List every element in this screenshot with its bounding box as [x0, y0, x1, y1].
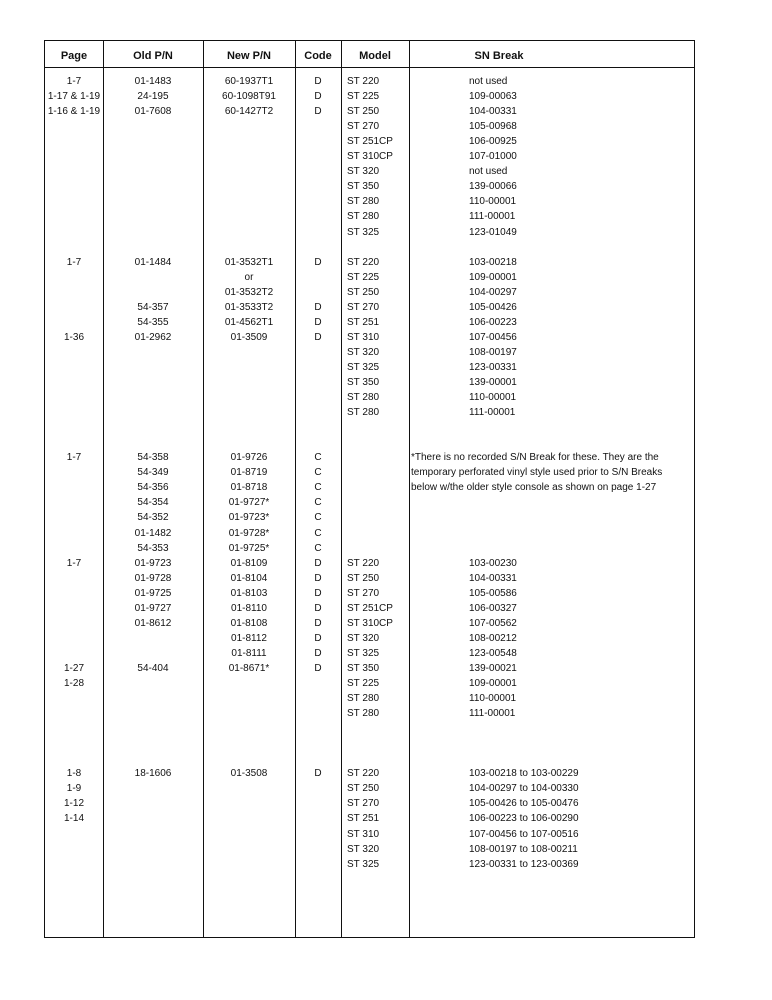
page-cell: 1-36 — [63, 331, 84, 343]
header-old-pn: Old P/N — [133, 50, 173, 62]
code-cell: D — [314, 76, 322, 87]
sn-break-cell: 107-00562 — [469, 617, 517, 629]
code-cell: C — [314, 527, 322, 539]
model-cell: ST 325 — [347, 858, 380, 870]
new-pn-cell: 01-9726 — [230, 452, 268, 464]
header-code: Code — [304, 50, 332, 62]
sn-break-cell: 109-00001 — [469, 678, 517, 689]
code-cell: D — [314, 316, 322, 328]
sn-break-cell: 109-00063 — [469, 91, 517, 103]
model-cell: ST 320 — [347, 346, 380, 358]
model-cell: ST 320 — [347, 843, 380, 855]
page-cell: 1-7 — [66, 76, 82, 87]
code-cell: D — [314, 572, 322, 584]
sn-break-cell: not used — [469, 76, 508, 87]
new-pn-cell: 01-3532T2 — [224, 286, 274, 298]
model-cell: ST 251 — [347, 813, 380, 825]
sn-break-cell: 105-00586 — [469, 587, 517, 599]
model-cell: ST 250 — [347, 106, 380, 118]
code-cell: C — [314, 467, 322, 479]
sn-break-cell: 107-01000 — [469, 151, 517, 163]
model-cell: ST 220 — [347, 557, 380, 569]
header-sn-break: SN Break — [474, 50, 524, 62]
old-pn-cell: 54-357 — [137, 301, 169, 313]
column-divider — [341, 41, 342, 937]
sn-break-cell: 139-00021 — [469, 662, 517, 674]
sn-break-cell: 106-00223 to 106-00290 — [469, 813, 579, 825]
model-cell: ST 220 — [347, 76, 380, 87]
old-pn-cell: 54-404 — [137, 662, 169, 674]
sn-break-cell: 111-00001 — [469, 708, 516, 720]
sn-break-cell: 105-00426 — [469, 301, 517, 313]
code-cell: D — [314, 662, 322, 674]
old-pn-cell: 01-1483 — [134, 76, 172, 87]
new-pn-cell: 01-8111 — [231, 647, 267, 659]
model-cell: ST 251CP — [347, 136, 393, 148]
code-cell: D — [314, 632, 322, 644]
model-cell: ST 280 — [347, 196, 380, 208]
new-pn-cell: 01-9725* — [228, 542, 270, 554]
code-cell: D — [314, 617, 322, 629]
old-pn-cell: 54-358 — [137, 452, 169, 464]
old-pn-cell: 01-9723 — [134, 557, 172, 569]
model-cell: ST 325 — [347, 647, 380, 659]
model-cell: ST 320 — [347, 632, 380, 644]
code-cell: C — [314, 512, 322, 524]
sn-break-cell: 107-00456 to 107-00516 — [469, 828, 579, 840]
model-cell: ST 270 — [347, 301, 380, 313]
old-pn-cell: 01-1482 — [134, 527, 172, 539]
sn-break-cell: 104-00297 — [469, 286, 517, 298]
sn-break-cell: 104-00331 — [469, 572, 517, 584]
sn-break-cell: 109-00001 — [469, 271, 517, 283]
model-cell: ST 325 — [347, 361, 380, 373]
model-cell: ST 310 — [347, 331, 380, 343]
page-cell: 1-7 — [66, 256, 82, 268]
code-cell: D — [314, 256, 322, 268]
old-pn-cell: 01-9727 — [134, 602, 172, 614]
model-cell: ST 280 — [347, 693, 380, 705]
header-model: Model — [359, 50, 391, 62]
new-pn-cell: 01-3532T1 — [224, 256, 274, 268]
model-cell: ST 350 — [347, 377, 380, 388]
page-cell: 1-16 & 1-19 — [47, 106, 101, 118]
sn-break-cell: 106-00223 — [469, 316, 517, 328]
new-pn-cell: 01-4562T1 — [224, 316, 274, 328]
model-cell: ST 251CP — [347, 602, 393, 614]
note-line: temporary perforated vinyl style used prior to S/N Breaks — [411, 467, 663, 479]
sn-break-cell: 123-00331 to 123-00369 — [469, 858, 579, 870]
old-pn-cell: 54-356 — [137, 482, 169, 494]
sn-break-cell: 105-00968 — [469, 121, 517, 133]
model-cell: ST 320 — [347, 166, 380, 178]
code-cell: D — [314, 768, 322, 780]
parts-table — [44, 40, 695, 938]
model-cell: ST 270 — [347, 121, 380, 133]
page-cell: 1-8 — [66, 768, 82, 780]
model-cell: ST 350 — [347, 662, 380, 674]
page-cell: 1-14 — [63, 813, 84, 825]
new-pn-cell: or — [244, 271, 254, 283]
sn-break-cell: 111-00001 — [469, 211, 516, 223]
new-pn-cell: 01-8671* — [228, 662, 270, 674]
model-cell: ST 225 — [347, 91, 380, 103]
code-cell: C — [314, 482, 322, 494]
model-cell: ST 251 — [347, 316, 380, 328]
code-cell: D — [314, 331, 322, 343]
new-pn-cell: 01-8103 — [230, 587, 268, 599]
old-pn-cell: 01-8612 — [134, 617, 172, 629]
old-pn-cell: 24-195 — [137, 91, 169, 103]
note-line: *There is no recorded S/N Break for these. They are the — [411, 452, 659, 464]
new-pn-cell: 01-8110 — [231, 602, 267, 614]
new-pn-cell: 60-1098T91 — [222, 91, 276, 103]
page-cell: 1-28 — [63, 678, 84, 689]
model-cell: ST 250 — [347, 286, 380, 298]
old-pn-cell: 54-354 — [137, 497, 169, 509]
sn-break-cell: 107-00456 — [469, 331, 517, 343]
sn-break-cell: not used — [469, 166, 508, 178]
sn-break-cell: 110-00001 — [469, 196, 517, 208]
sn-break-cell: 105-00426 to 105-00476 — [469, 798, 579, 810]
page-cell: 1-12 — [63, 798, 84, 810]
header-divider — [45, 67, 694, 68]
model-cell: ST 220 — [347, 768, 380, 780]
new-pn-cell: 01-8112 — [231, 632, 267, 644]
sn-break-cell: 123-01049 — [469, 226, 517, 238]
old-pn-cell: 18-1606 — [134, 768, 172, 780]
new-pn-cell: 01-8104 — [230, 572, 268, 584]
sn-break-cell: 108-00197 — [469, 346, 517, 358]
old-pn-cell: 54-353 — [137, 542, 169, 554]
old-pn-cell: 01-9728 — [134, 572, 172, 584]
new-pn-cell: 60-1427T2 — [224, 106, 274, 118]
new-pn-cell: 01-8108 — [230, 617, 268, 629]
model-cell: ST 250 — [347, 783, 380, 795]
old-pn-cell: 01-7608 — [134, 106, 172, 118]
code-cell: D — [314, 106, 322, 118]
header-page: Page — [60, 50, 88, 62]
page-cell: 1-9 — [66, 783, 82, 795]
sn-break-cell: 110-00001 — [469, 392, 517, 404]
model-cell: ST 250 — [347, 572, 380, 584]
code-cell: D — [314, 91, 322, 103]
old-pn-cell: 01-1484 — [134, 256, 172, 268]
model-cell: ST 310CP — [347, 617, 393, 629]
model-cell: ST 310CP — [347, 151, 393, 163]
new-pn-cell: 01-3509 — [230, 331, 268, 343]
sn-break-cell: 108-00197 to 108-00211 — [469, 843, 578, 855]
page-cell: 1-27 — [63, 662, 84, 674]
sn-break-cell: 110-00001 — [469, 693, 517, 705]
model-cell: ST 280 — [347, 392, 380, 404]
new-pn-cell: 01-9727* — [228, 497, 270, 509]
old-pn-cell: 01-9725 — [134, 587, 172, 599]
old-pn-cell: 54-355 — [137, 316, 169, 328]
model-cell: ST 220 — [347, 256, 380, 268]
model-cell: ST 225 — [347, 271, 380, 283]
code-cell: C — [314, 497, 322, 509]
sn-break-cell: 111-00001 — [469, 407, 516, 419]
model-cell: ST 225 — [347, 678, 380, 689]
sn-break-cell: 106-00925 — [469, 136, 517, 148]
sn-break-cell: 123-00548 — [469, 647, 517, 659]
old-pn-cell: 01-2962 — [134, 331, 172, 343]
sn-break-cell: 104-00297 to 104-00330 — [469, 783, 579, 795]
model-cell: ST 280 — [347, 708, 380, 720]
model-cell: ST 270 — [347, 587, 380, 599]
new-pn-cell: 01-9723* — [228, 512, 270, 524]
new-pn-cell: 01-3508 — [230, 768, 268, 780]
sn-break-cell: 103-00218 — [469, 256, 517, 268]
code-cell: C — [314, 452, 322, 464]
sn-break-cell: 139-00066 — [469, 181, 517, 193]
sn-break-cell: 106-00327 — [469, 602, 517, 614]
sn-break-cell: 108-00212 — [469, 632, 517, 644]
sn-break-cell: 103-00218 to 103-00229 — [469, 768, 579, 780]
footnote-note — [411, 450, 695, 495]
page-cell: 1-7 — [66, 557, 82, 569]
header-new-pn: New P/N — [226, 50, 271, 62]
sn-break-cell: 104-00331 — [469, 106, 517, 118]
new-pn-cell: 01-8719 — [230, 467, 268, 479]
note-line: below w/the older style console as shown on page 1-27 — [411, 482, 657, 494]
page-cell: 1-17 & 1-19 — [47, 91, 101, 103]
code-cell: C — [314, 542, 322, 554]
new-pn-cell: 60-1937T1 — [224, 76, 274, 87]
new-pn-cell: 01-3533T2 — [224, 301, 274, 313]
model-cell: ST 280 — [347, 211, 380, 223]
page-cell: 1-7 — [66, 452, 82, 464]
model-cell: ST 310 — [347, 828, 380, 840]
code-cell: D — [314, 647, 322, 659]
model-cell: ST 350 — [347, 181, 380, 193]
model-cell: ST 280 — [347, 407, 380, 419]
code-cell: D — [314, 587, 322, 599]
model-cell: ST 325 — [347, 226, 380, 238]
old-pn-cell: 54-352 — [137, 512, 169, 524]
old-pn-cell: 54-349 — [137, 467, 169, 479]
code-cell: D — [314, 602, 322, 614]
sn-break-cell: 103-00230 — [469, 557, 517, 569]
model-cell: ST 270 — [347, 798, 380, 810]
sn-break-cell: 139-00001 — [469, 377, 517, 388]
code-cell: D — [314, 301, 322, 313]
code-cell: D — [314, 557, 322, 569]
new-pn-cell: 01-8109 — [230, 557, 268, 569]
new-pn-cell: 01-8718 — [230, 482, 268, 494]
new-pn-cell: 01-9728* — [228, 527, 270, 539]
sn-break-cell: 123-00331 — [469, 361, 517, 373]
